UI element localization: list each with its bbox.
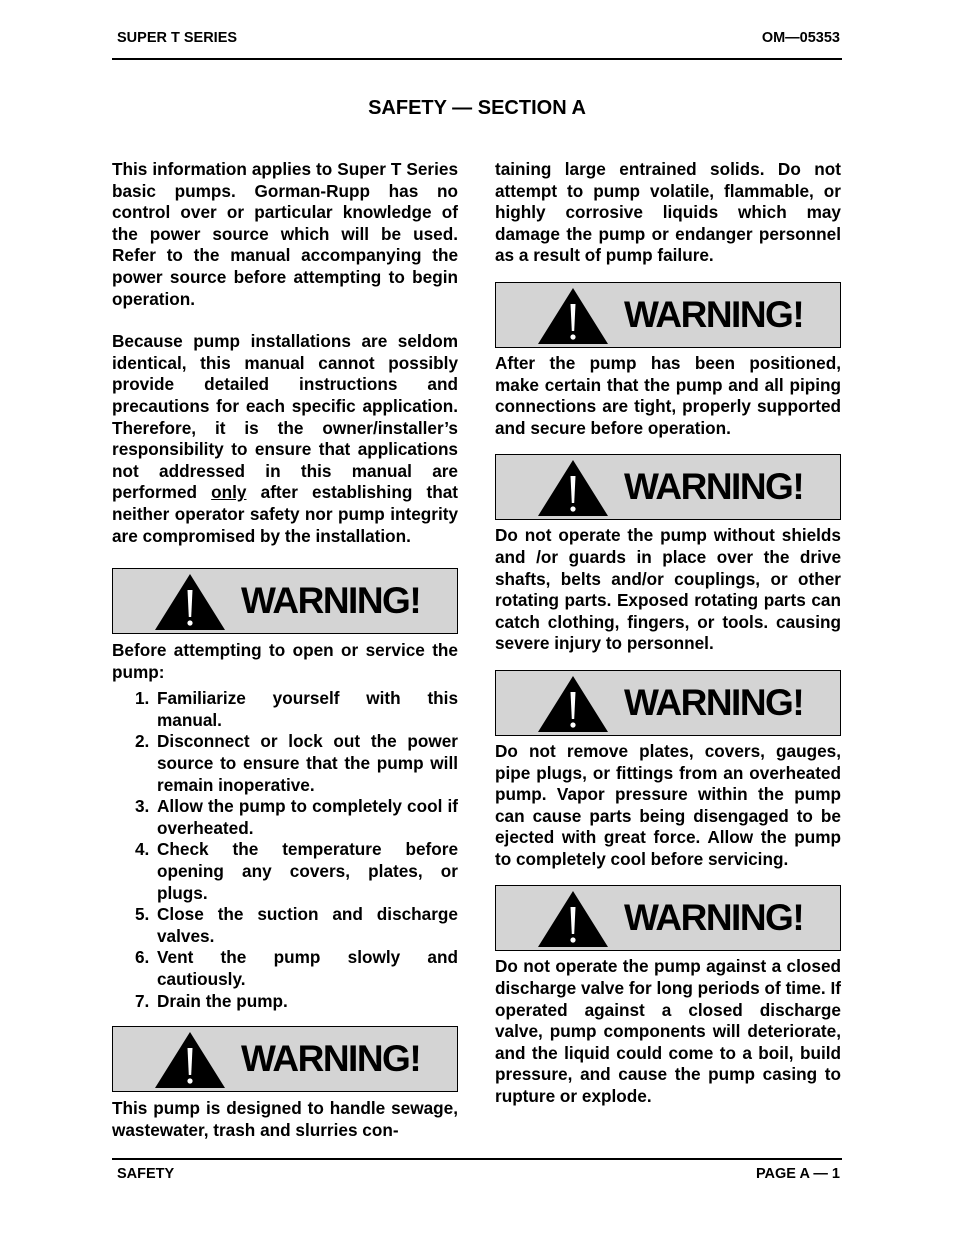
warning-1-intro: Before attempting to open or service the pump:	[112, 640, 458, 682]
warning-box-6	[495, 885, 841, 951]
warning-6-text: Do not operate the pump against a closed discharge valve for long periods of time. If operated against a closed discharge valve, pump components will deteriorate, and the liquid could come to a boil, build pressure, and cause the pump casing to rupture or explode.	[495, 956, 841, 1107]
list-item: 5. Close the suction and discharge valves.	[135, 904, 458, 946]
warning-label: WARNING!	[241, 580, 421, 622]
warning-label: WARNING!	[624, 897, 804, 939]
warning-label: WARNING!	[241, 1038, 421, 1080]
intro-paragraph: This information applies to Super T Series basic pumps. Gorman-Rupp has no control over or particular knowledge of the power source which will be used. Refer to the manual accompanying the power source before attempting to begin operation.	[112, 159, 458, 309]
left-column	[112, 159, 458, 1141]
header-series: SUPER T SERIES	[117, 30, 238, 46]
warning-label: WARNING!	[624, 681, 804, 723]
warning-box-2	[112, 1026, 458, 1092]
warning-box-1	[112, 568, 458, 634]
warning-triangle-icon	[536, 286, 610, 346]
list-item: 3. Allow the pump to completely cool if overheated.	[135, 796, 458, 838]
right-column	[495, 159, 841, 1108]
header-doc-number: OM—05353	[761, 30, 840, 46]
warning-5-text: Do not remove plates, covers, gauges, pipe plugs, or fittings from an overheated pump. Vapor pressure within the pump can cause parts being disengaged to be ejected with great force. Allow the pump to completely cool before servicing.	[495, 740, 841, 869]
list-item: 2. Disconnect or lock out the power source to ensure that the pump will remain inoperative.	[135, 731, 458, 795]
footer-page-number: PAGE A — 1	[755, 1166, 840, 1182]
warning-4-text: Do not operate the pump without shields and /or guards in place over the drive shafts, belts and/or couplings, or other rotating parts. Exposed rotating parts can catch clothing, fingers, or tools. causing severe injury to personnel.	[495, 525, 841, 654]
emphasis-only: only	[211, 482, 247, 503]
warning-box-4	[495, 454, 841, 520]
list-item: 6. Vent the pump slowly and cautiously.	[135, 947, 458, 989]
page-title: SAFETY — SECTION A	[368, 97, 586, 119]
warning-triangle-icon	[536, 674, 610, 734]
warning-2-text-start: This pump is designed to handle sewage, wastewater, trash and slurries con-	[112, 1098, 458, 1140]
warning-label: WARNING!	[624, 293, 804, 335]
header-rule	[112, 58, 842, 60]
footer-rule	[112, 1158, 842, 1160]
warning-3-text: After the pump has been positioned, make certain that the pump and all piping connections are tight, properly supported and secure before operation.	[495, 352, 841, 438]
warning-box-3	[495, 282, 841, 348]
list-item: 1. Familiarize yourself with this manual.	[135, 688, 458, 730]
warning-triangle-icon	[536, 458, 610, 518]
list-item: 4. Check the temperature before opening any covers, plates, or plugs.	[135, 839, 458, 903]
warning-label: WARNING!	[624, 466, 804, 508]
warning-triangle-icon	[153, 1030, 227, 1090]
warning-2-text-end: taining large entrained solids. Do not attempt to pump volatile, flammable, or highly corrosive liquids which may damage the pump or endanger personnel as a result of pump failure.	[495, 159, 841, 266]
list-item: 7. Drain the pump.	[135, 990, 288, 1011]
service-steps-list	[112, 688, 458, 1012]
warning-triangle-icon	[153, 572, 227, 632]
installation-paragraph: Because pump installations are seldom identical, this manual cannot possibly provide detailed instructions and precautions for each specific application. Therefore, it is the owner/installer’s responsibility to ensure that applications not addressed in this manual are performed only after establishing that neither operator safety nor pump integrity are compromised by the installation.	[112, 331, 458, 546]
warning-box-5	[495, 670, 841, 736]
footer-section: SAFETY	[117, 1166, 175, 1182]
warning-triangle-icon	[536, 889, 610, 949]
